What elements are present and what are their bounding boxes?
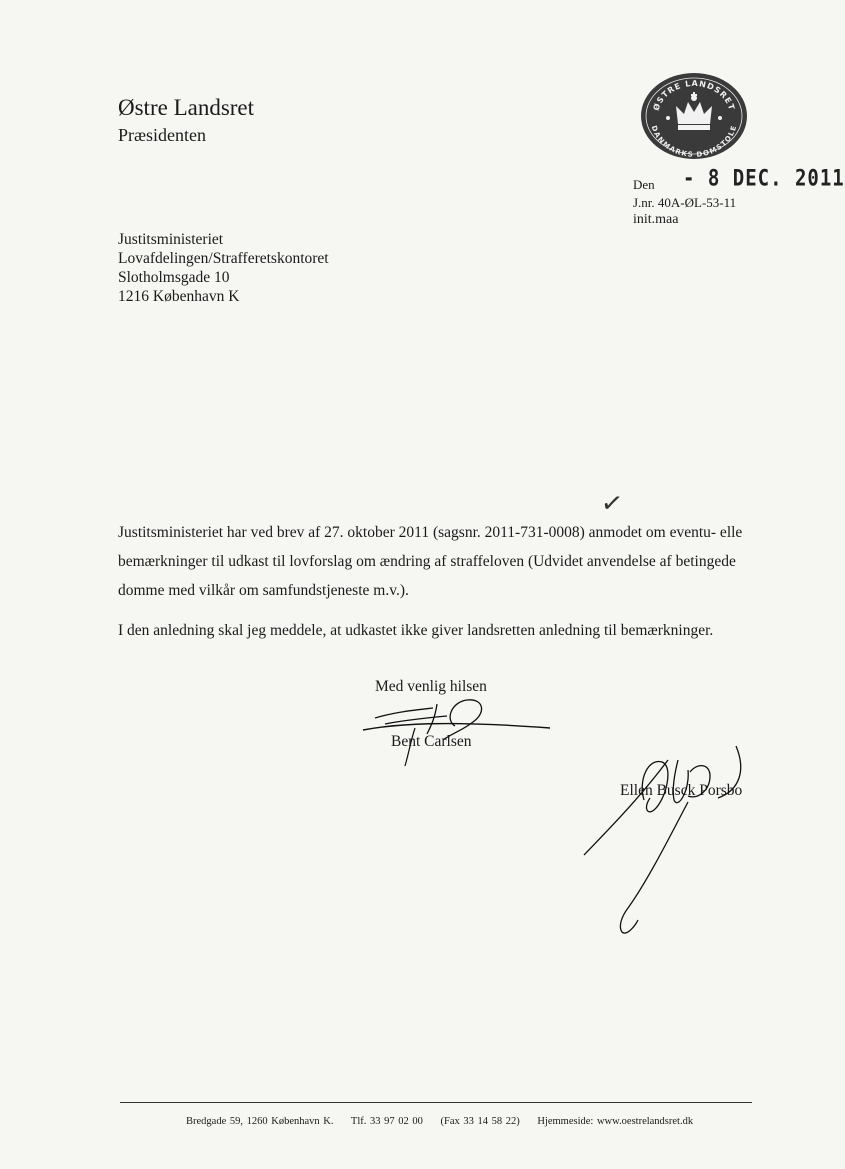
body-paragraph: Justitsministeriet har ved brev af 27. oktober 2011 (sagsnr. 2011-731-0008) anmodet om eventu- elle bemærkninger til udkast til lovforslag om ændring af straffeloven (Udvidet anvendelse af betingede domme med vilkår om samfundstjeneste m.v.). bbox=[118, 524, 743, 599]
signer-name: Bent Carlsen bbox=[391, 733, 472, 750]
signature-bent-carlsen bbox=[355, 690, 560, 770]
closing-greeting: Med venlig hilsen bbox=[375, 678, 487, 695]
recipient-line: Slotholmsgade 10 bbox=[118, 269, 230, 286]
check-mark-icon: ✓ bbox=[599, 487, 625, 521]
recipient-address bbox=[118, 230, 329, 306]
signer-name: Ellen Busck Porsbo bbox=[620, 782, 743, 799]
journal-number: J.nr. 40A-ØL-53-11 bbox=[633, 195, 737, 210]
footer-fax: (Fax 33 14 58 22) bbox=[440, 1116, 520, 1127]
court-name: Østre Landsret bbox=[118, 95, 255, 120]
recipient-line: 1216 København K bbox=[118, 288, 240, 305]
court-subtitle: Præsidenten bbox=[118, 125, 206, 145]
footer-website: Hjemmeside: www.oestrelandsret.dk bbox=[537, 1116, 694, 1127]
body-paragraph: I den anledning skal jeg meddele, at udkastet ikke giver landsretten anledning til bemærkninger. bbox=[118, 622, 714, 639]
footer bbox=[186, 1116, 707, 1127]
seal-bottom-text: DANMARKS DOMSTOLE bbox=[649, 124, 739, 159]
court-seal-stamp bbox=[640, 72, 748, 160]
date-stamp: - 8 DEC. 2011 bbox=[683, 166, 845, 192]
initials: init.maa bbox=[633, 212, 679, 227]
recipient-line: Lovafdelingen/Strafferetskontoret bbox=[118, 250, 329, 267]
seal-top-text: ØSTRE LANDSRET bbox=[651, 78, 737, 112]
footer-phone: Tlf. 33 97 02 00 bbox=[350, 1116, 423, 1127]
footer-address: Bredgade 59, 1260 København K. bbox=[186, 1116, 334, 1127]
date-label: Den bbox=[633, 177, 655, 192]
recipient-line: Justitsministeriet bbox=[118, 231, 224, 248]
signature-ellen-busck-porsbo bbox=[578, 740, 758, 940]
footer-divider bbox=[120, 1102, 752, 1103]
